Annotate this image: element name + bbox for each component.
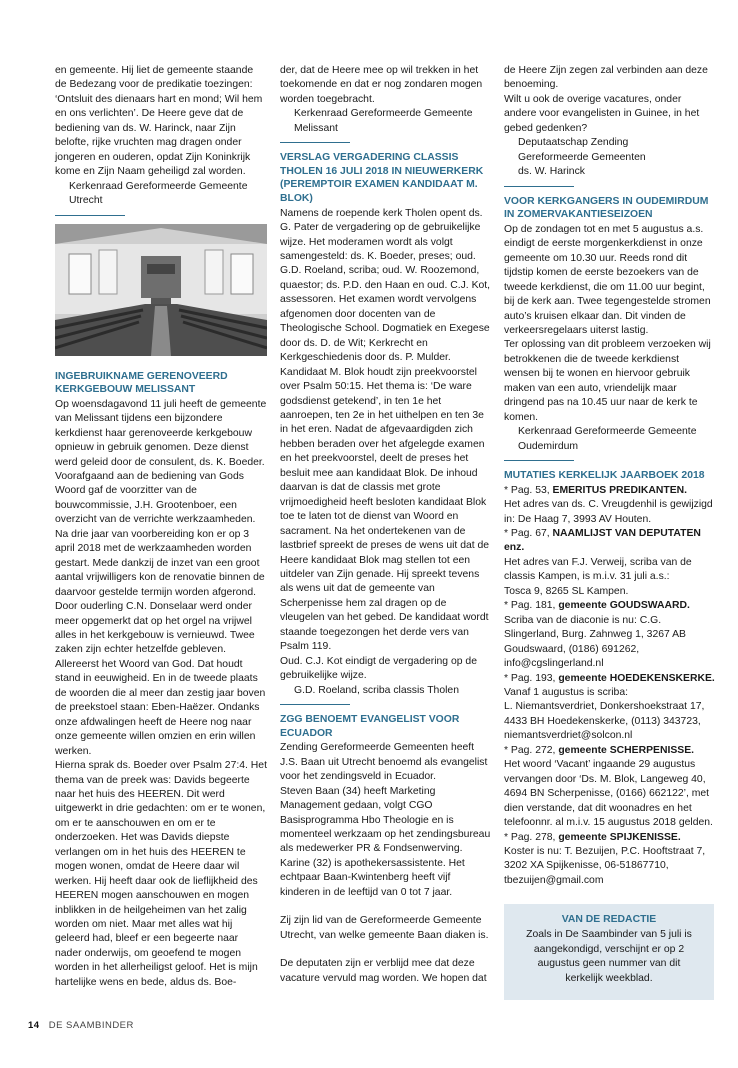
mutation-section: gemeente GOUDSWAARD. — [558, 600, 690, 612]
signature: Deputaatschap Zending — [518, 137, 629, 149]
mutation-page: * Pag. 181, — [504, 600, 556, 612]
article-paragraph: Hierna sprak ds. Boeder over Psalm 27:4. Het thema van de preek was: Davids begeerte naar het huis des HEEREN. Dit werd uitgewerkt in drie gedachten: om er te wonen, om er te aanschouwen en om er te onderzoeken. Het was Davids diepste verlangen om in het huis des HEEREN te mogen wonen, omdat de Heere daar wil werken. Hij heeft daar ook de lieflijkheid des HEEREN mogen aanschouwen en mogen inblikken in de heilgeheimen van het zalig worden om niet. Maar met alles wat hij geleerd had, bleef er een begeerte naar nader onderwijs, om geoefend te mogen worden in het allerheiligst geloof. Het is mijn hartelijke wens en bede, aldus ds. Boe- — [55, 760, 267, 988]
signature: Kerkenraad Gereformeerde Gemeente Melissant — [294, 108, 473, 134]
article-continuation: der, dat de Heere mee op wil trekken in het toekomende en dat er nog zondaren mogen worden toegebracht. — [280, 65, 483, 105]
mutation-section: gemeente SCHERPENISSE. — [558, 744, 695, 756]
signature: Gereformeerde Gemeenten — [518, 151, 646, 163]
mutation-entry — [504, 672, 716, 686]
article-paragraph: Zij zijn lid van de Gereformeerde Gemeente Utrecht, van welke gemeente Baan diaken is. — [280, 915, 489, 941]
mutation-text: Tosca 9, 8265 SL Kampen. — [504, 585, 629, 597]
mutation-entry — [504, 744, 716, 758]
page-number: 14 — [28, 1020, 40, 1031]
mutation-section: EMERITUS PREDIKANTEN. — [552, 484, 688, 496]
heading-classis-tholen: VERSLAG VERGADERING CLASSIS THOLEN 16 JULI 2018 IN NIEUWERKERK (PEREMPTOIR EXAMEN KANDIDAAT M. BLOK) — [280, 152, 484, 205]
mutation-section: gemeente HOEDEKENSKERKE. — [558, 672, 715, 684]
signature: Kerkenraad Gereformeerde Gemeente Oudemirdum — [518, 426, 697, 452]
article-paragraph: Ter oplossing van dit probleem verzoeken wij betrokkenen die de tweede kerkdienst wensen bij te wonen en hiervoor gebruik maken van een auto, vriendelijk maar dringend pas na 10.45 uur naar de kerk te komen. — [504, 339, 711, 423]
article-paragraph: De deputaten zijn er verblijd mee dat deze vacature vervuld mag worden. We hopen dat — [280, 958, 487, 984]
editorial-notice-title: VAN DE REDACTIE — [561, 914, 657, 925]
divider — [55, 215, 125, 216]
article-paragraph: Kandidaat M. Blok houdt zijn preekvoorstel over Psalm 50:15. Het thema is: ‘De ware godsdienst getekend’, in ten 1e het aanroepen, ten 2e in het uithelpen en ten 3e in het eren. Nadat de afgevaardigden zich hebben beraden over het afgelegde examen en het preekvoorstel, deelt de preses het besluit mee aan kandidaat Blok. De inhoud daarvan is dat de classis met grote vrijmoedigheid heeft besloten kandidaat Blok toe te laten tot de dienst van Woord en sacrament. Na het ondertekenen van de lastbrief spreekt de preses de wens uit dat de Heere kandidaat Blok mag stellen tot een uitdeler van Zijn genade. Hij spreekt tevens als wens uit dat de gemeente van Scherpenisse hem zal dragen op de vleugelen van het gebed. De kandidaat wordt staande toegezongen het derde vers van Psalm 119. — [280, 366, 490, 653]
mutation-section: NAAMLIJST VAN DEPUTATEN enz. — [504, 528, 701, 554]
mutation-text: Scriba van de diaconie is nu: C.G. Slingerland, Burg. Zahnweg 1, 3267 AB Goudswaard, (0186) 691262, info@cgslingerland.nl — [504, 614, 686, 670]
mutation-text: Vanaf 1 augustus is scriba: — [504, 687, 628, 698]
divider — [504, 186, 574, 187]
mutation-text: Koster is nu: T. Bezuijen, P.C. Hooftstraat 7, 3202 XA Spijkenisse, 06-51867710, tbezuijen@gmail.com — [504, 845, 706, 886]
divider — [280, 142, 350, 143]
church-interior-photo — [55, 224, 267, 356]
heading-melissant: INGEBRUIKNAME GERENOVEERD KERKGEBOUW MELISSANT — [55, 370, 228, 396]
article-paragraph: Oud. C.J. Kot eindigt de vergadering op de gebruikelijke wijze. — [280, 655, 477, 682]
article-paragraph: Namens de roepende kerk Tholen opent ds. G. Pater de vergadering op de gebruikelijke wijze. Het moderamen wordt als volgt samengesteld: ds. K. Boeder, preses; oud. G.D. Roeland, scriba; oud. W. Roozemond, quaestor; ds. P.D. den Haan en oud. C.J. Kot, assessoren. Het examen wordt vervolgens afgenomen door docenten van de Theologische School. Dogmatiek en Exegese door ds. D. de Wit; Kerkrecht en Kerkgeschiedenis door ds. P. Mulder. — [280, 207, 491, 364]
article-continuation: en gemeente. Hij liet de gemeente staande de Bedezang voor de predikatie toezingen: ‘Ontsluit des dienaars hart en mond; Wil hem en ons verlichten’. De Heere geve dat de bediening van ds. W. Harinck, naar Zijn belofte, rijke vruchten mag dragen onder jongeren en ouderen, opdat Zijn Koninkrijk kome en Zijn Naam geheiligd zal worden. — [55, 65, 263, 178]
mutation-entry — [504, 599, 716, 613]
divider — [280, 704, 350, 705]
mutation-text: Het adres van ds. C. Vreugdenhil is gewijzigd in: De Haag 7, 3993 AV Houten. — [504, 499, 713, 525]
heading-mutaties: MUTATIES KERKELIJK JAARBOEK 2018 — [504, 470, 705, 482]
signature: ds. W. Harinck — [518, 166, 585, 178]
mutation-entry — [504, 484, 716, 498]
publication-name: DE SAAMBINDER — [48, 1020, 134, 1031]
mutation-page: * Pag. 53, — [504, 484, 550, 496]
article-paragraph: Wilt u ook de overige vacatures, onder andere voor evangelisten in Guinee, in het gebed gedenken? — [504, 93, 700, 134]
column-1 — [55, 64, 267, 990]
mutation-page: * Pag. 67, — [504, 528, 550, 540]
mutation-entry — [504, 527, 716, 556]
mutation-entry — [504, 831, 716, 845]
column-2 — [280, 64, 492, 986]
heading-oudemirdum: VOOR KERKGANGERS IN OUDEMIRDUM IN ZOMERVAKANTIESEIZOEN — [504, 195, 709, 221]
mutation-text: L. Niemantsverdriet, Donkershoekstraat 17, 4433 BH Hoedekenskerke, (0113) 343723, niemantsverdriet@solcon.nl — [504, 701, 705, 742]
editorial-notice-text: Zoals in De Saambinder van 5 juli is aangekondigd, verschijnt er op 2 augustus geen nummer van dit kerkelijk weekblad. — [526, 929, 692, 984]
signature: Kerkenraad Gereformeerde Gemeente Utrecht — [69, 180, 248, 207]
column-3 — [504, 64, 716, 888]
signature: G.D. Roeland, scriba classis Tholen — [294, 684, 459, 696]
mutation-page: * Pag. 193, — [504, 672, 556, 684]
article-paragraph: Op de zondagen tot en met 5 augustus a.s. eindigt de eerste morgenkerkdienst in onze gemeente om 10.30 uur. Reeds rond dit tijdstip komen de eerste bezoekers van de tweede kerkdienst, die om 11.00 uur begint, bij de kerk aan. Twee tegengestelde stromen auto’s kruisen elkaar dan. Dit vinden de verkeersregelaars uiterst lastig. — [504, 223, 711, 336]
mutation-page: * Pag. 272, — [504, 744, 556, 756]
article-paragraph: Op woensdagavond 11 juli heeft de gemeente van Melissant tijdens een bijzondere kerkdienst haar gerenoveerde kerkgebouw opnieuw in gebruik genomen. Deze dienst werd geleid door de consulent, ds. K. Boeder. Voorafgaand aan de bediening van Gods Woord gaf de voorzitter van de bouwcommissie, J.H. Grootenboer, een overzicht van de verrichte werkzaamheden. Na drie jaar van voorbereiding kon er op 3 april 2018 met de werkzaamheden worden gestart. Mede dankzij de inzet van een groot aantal vrijwilligers kon de renovatie binnen de daarvoor gestelde termijn worden afgerond. Door ouderling C.N. Donselaar werd onder meer opgemerkt dat op het orgel na vrijwel alles in het kerkgebouw is vernieuwd. Twee zaken zijn echter hetzelfde gebleven. Allereerst het Woord van God. Dat houdt stand in eeuwigheid. En in de tweede plaats de woorden die al meer dan zestig jaar boven de preekstoel staan: Eben-Haëzer. Ondanks onze afdwalingen heeft de Heere nog naar onze gemeente willen omzien en erin willen werken. — [55, 398, 267, 757]
article-paragraph: Zending Gereformeerde Gemeenten heeft J.S. Baan uit Utrecht benoemd als evangelist voor het zendingsveld in Ecuador. — [280, 742, 488, 783]
page-footer — [28, 1020, 134, 1031]
article-paragraph: Steven Baan (34) heeft Marketing Management gedaan, volgt CGO Basisprogramma Hbo Theologie en is momenteel werkzaam op het zendingsbureau als medewerker PR & Fondsenwerving. Karine (32) is apothekersassistente. Het echtpaar Baan-Kwintenberg heeft vijf kinderen in de leeftijd van 0 tot 7 jaar. — [280, 785, 491, 898]
divider — [504, 460, 574, 461]
mutation-page: * Pag. 278, — [504, 831, 556, 843]
mutation-text: Het adres van F.J. Verweij, scriba van de classis Kampen, is m.i.v. 31 juli a.s.: — [504, 556, 692, 583]
heading-zgg-ecuador: ZGG BENOEMT EVANGELIST VOOR ECUADOR — [280, 714, 460, 739]
mutation-section: gemeente SPIJKENISSE. — [558, 831, 681, 843]
article-continuation: de Heere Zijn zegen zal verbinden aan deze benoeming. — [504, 65, 708, 91]
mutation-text: Het woord ‘Vacant’ ingaande 29 augustus vervangen door ‘Ds. M. Blok, Langeweg 40, 4694 BN Scherpenisse, (0166) 662122’, met dien verstande, dat dit woonadres en het telefoonnr. al m.i.v. 15 augustus 2018 gelden. — [504, 759, 713, 829]
editorial-notice-box — [504, 904, 714, 1000]
